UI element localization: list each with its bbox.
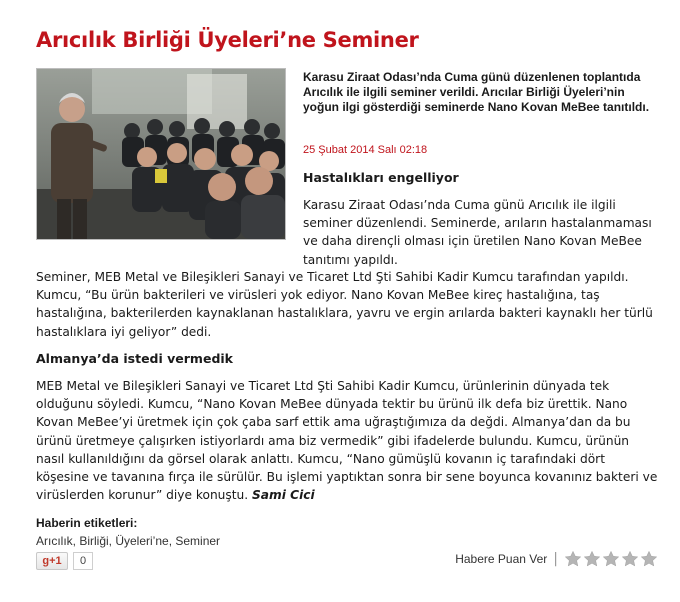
rating-stars [564,550,658,568]
article-title: Arıcılık Birliği Üyeleri’ne Seminer [36,28,419,52]
google-plus-icon: g [42,555,50,567]
rating-separator: | [553,551,558,567]
rating-label: Habere Puan Ver [455,552,548,566]
tags-heading: Haberin etiketleri: [36,516,138,530]
author-name: Sami Cici [252,488,315,503]
subheading-2: Almanya’da istedi vermedik [36,351,233,366]
google-plus-button[interactable] [36,552,68,570]
star-icon[interactable] [583,550,601,568]
star-icon[interactable] [640,550,658,568]
article-photo [36,68,286,240]
rating-widget [455,550,658,568]
subheading-1: Hastalıkları engelliyor [303,170,459,185]
paragraph-1a: Karasu Ziraat Odası’nda Cuma günü Arıcılık ile ilgili seminer düzenlendi. Seminerde, arıların hastalanmaması ve daha dirençli olması için üretilen Nano Kovan MeBee tanıtımı yapıldı. [303,198,652,267]
paragraph-2-text: MEB Metal ve Bileşikleri Sanayi ve Ticaret Ltd Şti Sahibi Kadir Kumcu, ürünlerinin dünyada tek olduğunu söyledi. Kumcu, “Nano Kovan MeBee dünyada tektir bu ürünü ilk defa biz ürettik. Nano Kovan MeBee’yi üretmek için çok çaba sarf ettik ama uğraştığımıza da değdi. Almanya’dan da bu ürünü üretmeye çalışırken istiyorlardı ama biz vermedik” gibi ifadelerde bulundu. Kumcu, ürünün nasıl kullanıldığını da görsel olarak anlattı. Kumcu, “Nano gümüşlü kovanın iç tarafındaki dört köşesine ve tavanına fırça ile sürülür. Bu işlemi yaptıktan sonra bir sene boyunca kovanınız bakteri ve virüslerden korunur” diye konuştu. [36,379,658,503]
tags-list[interactable]: Arıcılık, Birliği, Üyeleri’ne, Seminer [36,534,221,548]
paragraph-2 [36,377,658,504]
star-icon[interactable] [621,550,639,568]
article-summary: Karasu Ziraat Odası’nda Cuma günü düzenlenen toplantıda Arıcılık ile ilgili seminer verildi. Arıcılar Birliği Üyeleri’nin yoğun ilgi gösterdiği seminerde Nano Kovan MeBee tanıtıldı. [303,70,650,115]
google-plus-label: +1 [49,555,62,567]
publish-date: 25 Şubat 2014 Salı 02:18 [303,144,428,156]
google-plus-widget [36,552,93,570]
star-icon[interactable] [602,550,620,568]
star-icon[interactable] [564,550,582,568]
paragraph-1b: Seminer, MEB Metal ve Bileşikleri Sanayi ve Ticaret Ltd Şti Sahibi Kadir Kumcu tarafından yapıldı. Kumcu, “Bu ürün bakterileri ve virüsleri yok ediyor. Nano Kovan MeBee kireç hastalığına, taş hastalığına, bakterilerden kaynaklanan hastalıklara, yavru ve ergin arılarda bakteri kaynaklı her türlü hastalıklara iyi geliyor” dedi. [36,270,653,339]
google-plus-count: 0 [73,552,93,570]
